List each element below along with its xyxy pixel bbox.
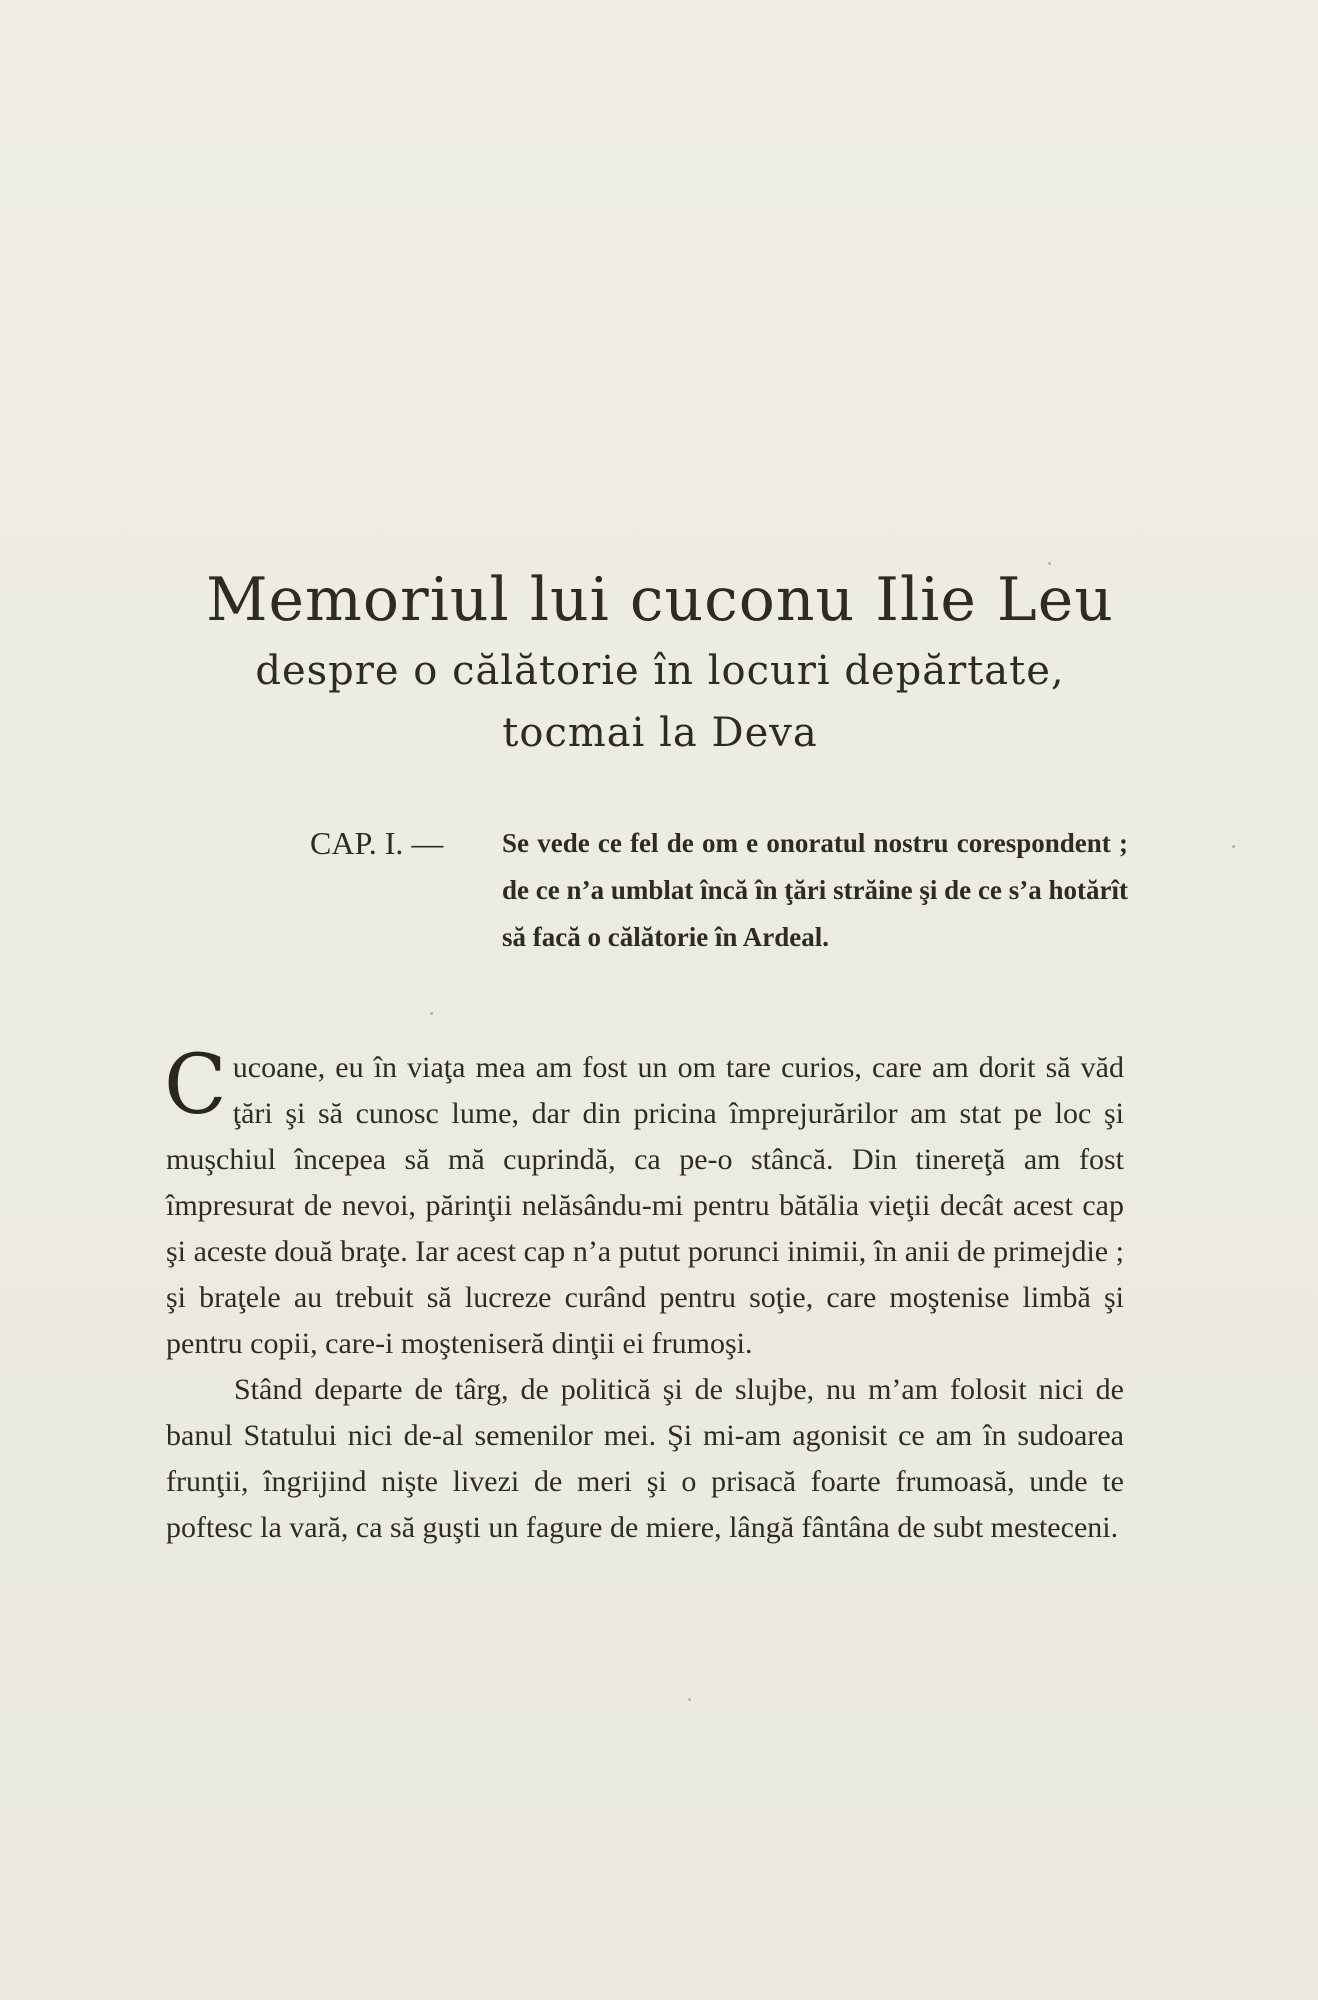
paragraph-1 bbox=[164, 1038, 1124, 1367]
paragraph-1-text: ucoane, eu în viaţa mea am fost un om tare curios, care am dorit să văd ţări şi să cunosc lume, dar din pricina împrejurărilor am stat pe loc şi muşchiul începea să mă cuprindă, ca pe-o stâncă. Din tinereţă am fost împresurat de nevoi, părinţii nelăsându-mi pentru bătălia vieţii decât acest cap şi aceste două braţe. Iar acest cap n’a putut porunci inimii, în anii de primejdie ; şi braţele au trebuit să lucreze curând pentru soţie, care moştenise limbă şi pentru copii, care-i moşteniseră dinţii ei frumoşi. bbox=[166, 1051, 1124, 1360]
title-block bbox=[160, 560, 1160, 764]
drop-cap: C bbox=[164, 1038, 227, 1133]
paper-speck bbox=[688, 1698, 691, 1701]
page-title: Memoriul lui cuconu Ilie Leu bbox=[206, 565, 1114, 635]
chapter-summary: Se vede ce fel de om e onoratul nostru corespondent ; de ce n’a umblat încă în ţări străine şi de ce s’a hotărît să facă o călătorie în Ardeal. bbox=[502, 828, 1128, 952]
body-text bbox=[164, 1038, 1124, 1551]
subtitle-line-2: tocmai la Deva bbox=[502, 710, 818, 756]
subtitle-line-1: despre o călătorie în locuri depărtate, bbox=[255, 648, 1065, 694]
chapter-label: CAP. I. — bbox=[310, 825, 444, 861]
paper-speck bbox=[1232, 845, 1235, 848]
paragraph-2: Stând departe de târg, de politică şi de slujbe, nu m’am folosit nici de banul Statului nici de-al semenilor mei. Şi mi-am agonisit ce am în sudoarea frunţii, îngrijind nişte livezi de meri şi o prisacă foarte frumoasă, unde te poftesc la vară, ca să guşti un fagure de miere, lângă fântâna de subt mesteceni. bbox=[166, 1373, 1124, 1544]
paper-speck bbox=[430, 1012, 433, 1015]
